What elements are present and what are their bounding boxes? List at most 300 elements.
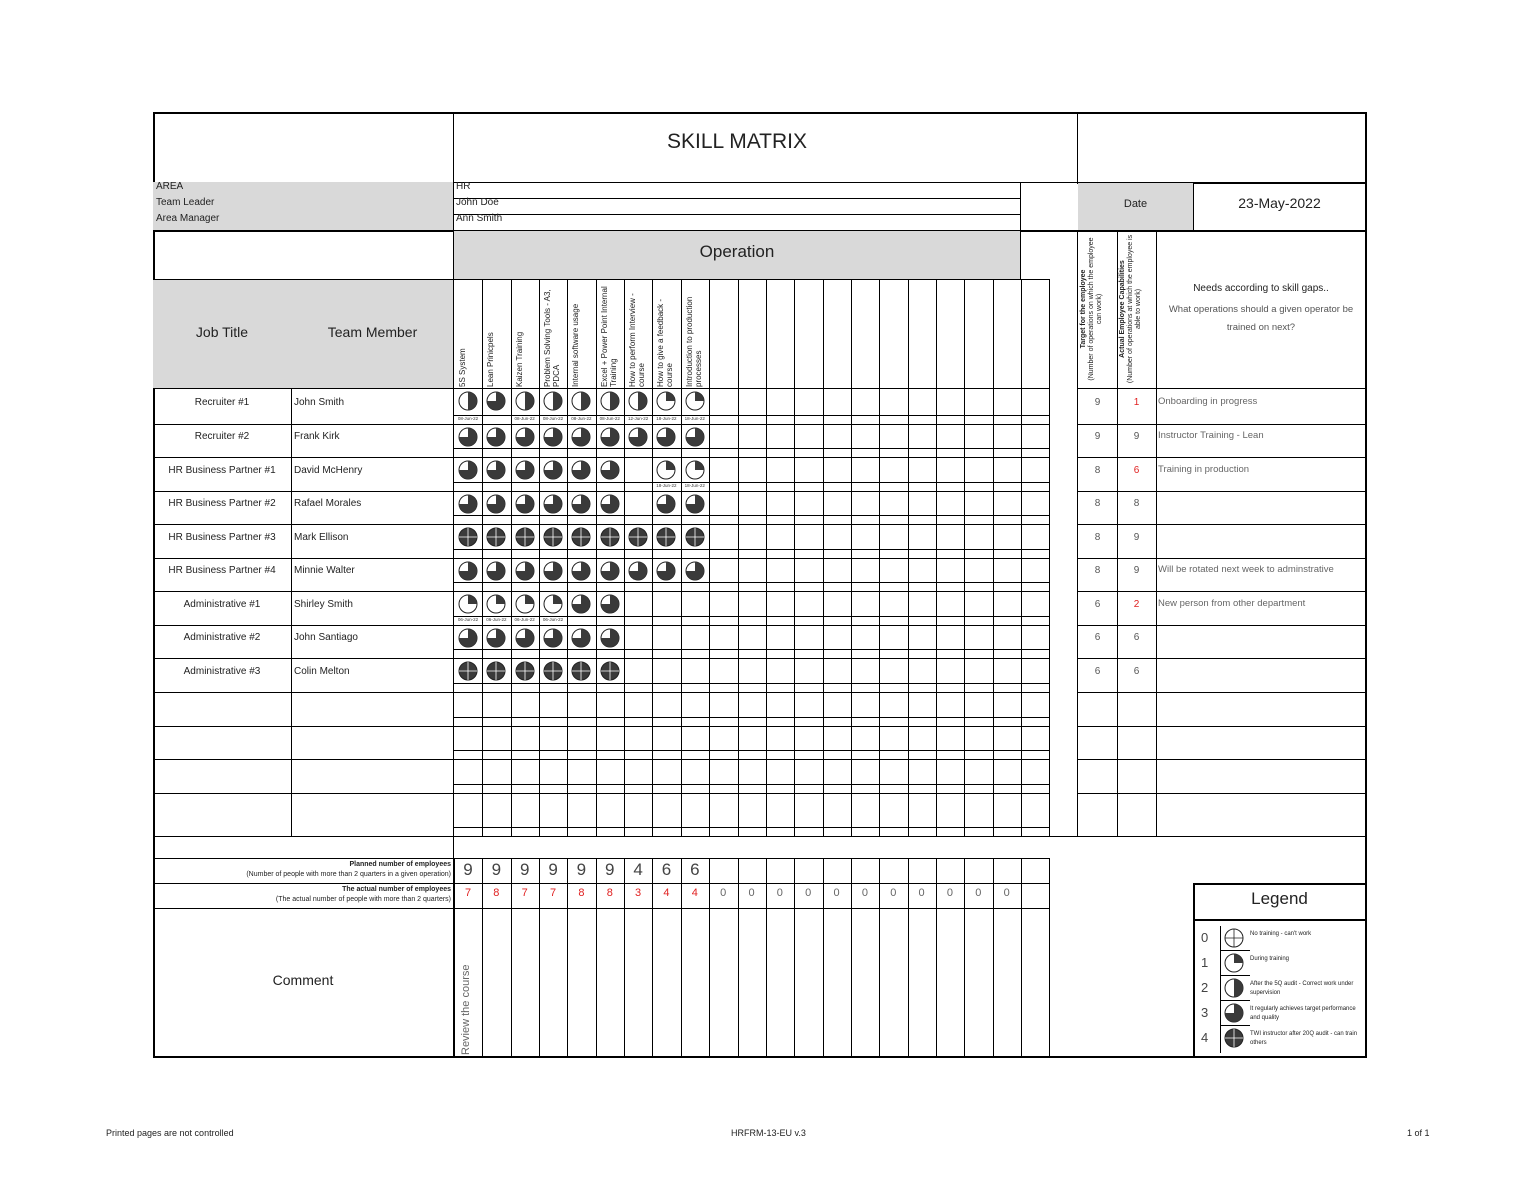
- row-line: [1077, 388, 1365, 389]
- planned-label: Planned number of employees (Number of people with more than 2 quarters in a given operation): [246, 861, 451, 878]
- skill-cell: [600, 427, 620, 447]
- skill-level-icon: [571, 460, 591, 480]
- row-subline: [453, 649, 1049, 650]
- skill-cell: [685, 460, 705, 480]
- skill-level-icon: [571, 427, 591, 447]
- skill-cell: [685, 561, 705, 581]
- actual-count: 0: [890, 887, 897, 899]
- grid-line: [1193, 883, 1365, 885]
- operation-header-label: Kaizen Training: [514, 331, 524, 387]
- skill-cell: [571, 460, 591, 480]
- actual-count-label: The actual number of employees (The actual number of people with more than 2 quarters): [275, 886, 451, 903]
- skill-cell: [571, 594, 591, 614]
- skill-cell: [486, 427, 506, 447]
- training-date: 08-Jun-22: [571, 416, 592, 421]
- actual-count: 3: [635, 887, 642, 899]
- skill-cell: [486, 661, 506, 681]
- training-date: 06-Jun-22: [486, 617, 507, 622]
- skill-cell: [571, 661, 591, 681]
- target-value: 8: [1094, 531, 1101, 543]
- row-line: [1077, 692, 1365, 693]
- training-date: 08-Jun-22: [599, 416, 620, 421]
- job-title-cell: Recruiter #1: [194, 396, 250, 408]
- skill-level-icon: [543, 661, 563, 681]
- legend-text: After the 5Q audit - Correct work under supervision: [1250, 981, 1354, 996]
- footer-left: Printed pages are not controlled: [106, 1128, 234, 1138]
- actual-value: 9: [1133, 431, 1140, 442]
- skill-cell: [628, 391, 648, 411]
- skill-cell: [600, 494, 620, 514]
- skill-cell: [685, 391, 705, 411]
- grid-line: [1193, 919, 1365, 921]
- row-line: [153, 625, 1049, 626]
- skill-level-icon: [486, 594, 506, 614]
- planned-count: 9: [491, 860, 502, 879]
- row-line: [1077, 491, 1365, 492]
- skill-cell: [543, 628, 563, 648]
- planned-count: 9: [605, 860, 615, 879]
- target-value: 6: [1094, 665, 1101, 677]
- row-line: [1077, 793, 1365, 794]
- skill-level-icon: [685, 494, 705, 514]
- team-member-cell: Shirley Smith: [294, 598, 353, 610]
- skill-cell: [600, 561, 620, 581]
- actual-count: 7: [464, 887, 472, 899]
- team-member-cell: Mark Ellison: [294, 531, 349, 543]
- legend-text: TWI instructor after 20Q audit - can train others: [1250, 1031, 1358, 1046]
- skill-level-icon: [571, 628, 591, 648]
- target-header: Target for the employee (Number of operations on which the employee can work): [1080, 237, 1103, 381]
- skill-level-icon: [685, 460, 705, 480]
- info-value-area: HR: [456, 181, 471, 192]
- row-line: [153, 726, 1049, 727]
- team-member-cell: Minnie Walter: [294, 565, 355, 576]
- skill-level-icon: [628, 391, 648, 411]
- skill-cell: [515, 391, 535, 411]
- skill-cell: [571, 391, 591, 411]
- skill-cell: [543, 661, 563, 681]
- skill-level-icon: [571, 391, 591, 411]
- skill-level-icon: [486, 427, 506, 447]
- planned-count: 9: [576, 860, 587, 879]
- skill-level-icon: [600, 527, 620, 547]
- op-col-line: [1049, 279, 1050, 836]
- skill-level-icon: [656, 494, 676, 514]
- training-date: 12-Jun-22: [627, 416, 649, 421]
- row-line: [153, 692, 1049, 693]
- actual-value: 9: [1133, 565, 1140, 576]
- actual-count: 0: [805, 887, 812, 899]
- team-member-header: Team Member: [327, 324, 418, 340]
- skill-cell: [515, 561, 535, 581]
- actual-count: 0: [946, 887, 953, 899]
- skill-level-icon: [600, 661, 620, 681]
- footer-center: HRFRM-13-EU v.3: [731, 1128, 806, 1138]
- skill-cell: [486, 628, 506, 648]
- legend-icon: [1224, 1003, 1244, 1023]
- training-date: 08-Jun-22: [514, 416, 535, 421]
- skill-level-icon: [515, 628, 535, 648]
- skill-level-icon: [543, 460, 563, 480]
- skill-cell: [543, 427, 563, 447]
- skill-cell: [543, 527, 563, 547]
- job-title-cell: HR Business Partner #3: [168, 531, 276, 543]
- job-title-cell: Administrative #3: [183, 665, 261, 677]
- actual-count: 8: [493, 887, 500, 899]
- skill-level-icon: [685, 561, 705, 581]
- skill-level-icon: [656, 561, 676, 581]
- legend-icon: [1224, 1028, 1244, 1048]
- skill-cell: [543, 561, 563, 581]
- legend-number: 1: [1201, 955, 1209, 970]
- skill-cell: [543, 494, 563, 514]
- row-line: [153, 491, 1049, 492]
- row-line: [1077, 558, 1365, 559]
- skill-cell: [571, 427, 591, 447]
- info-value-area-manager: Ann Smith: [456, 213, 503, 224]
- skill-cell: [515, 527, 535, 547]
- skill-level-icon: [571, 661, 591, 681]
- skill-cell: [628, 427, 648, 447]
- row-line: [1077, 457, 1365, 458]
- skill-cell: [685, 527, 705, 547]
- skill-cell: [515, 594, 535, 614]
- skill-level-icon: [515, 494, 535, 514]
- training-date: 08-Jun-22: [542, 416, 564, 421]
- actual-count: 0: [833, 887, 840, 899]
- actual-value: 2: [1133, 598, 1140, 610]
- operation-header-label: Excel + Power Point Internal Training: [599, 286, 618, 387]
- skill-level-icon: [1224, 1028, 1244, 1048]
- row-subline: [453, 482, 1049, 483]
- skill-level-icon: [515, 561, 535, 581]
- skill-level-icon: [600, 594, 620, 614]
- team-member-cell: Colin Melton: [294, 665, 350, 677]
- skill-cell: [628, 561, 648, 581]
- legend-line: [1220, 1000, 1250, 1001]
- actual-value: 1: [1133, 396, 1140, 408]
- skill-cell: [458, 594, 478, 614]
- actual-value: 8: [1133, 498, 1140, 509]
- job-title-cell: HR Business Partner #2: [168, 498, 276, 509]
- frame-top: [153, 112, 1365, 114]
- skill-level-icon: [458, 391, 478, 411]
- date-label: Date: [1123, 198, 1148, 210]
- skill-level-icon: [656, 391, 676, 411]
- skill-level-icon: [628, 427, 648, 447]
- skill-cell: [458, 460, 478, 480]
- legend-line: [1220, 975, 1250, 976]
- skill-cell: [571, 527, 591, 547]
- row-subline: [453, 784, 1049, 785]
- row-line: [1077, 424, 1365, 425]
- planned-count: 6: [661, 860, 672, 879]
- row-line: [1077, 524, 1365, 525]
- skill-level-icon: [685, 427, 705, 447]
- info-label-area: AREA: [156, 181, 184, 192]
- skill-cell: [458, 391, 478, 411]
- actual-count: 0: [776, 887, 783, 899]
- skill-level-icon: [1224, 953, 1244, 973]
- bottom-col-line: [1049, 858, 1050, 1056]
- skill-cell: [685, 427, 705, 447]
- grid-line: [153, 908, 1049, 909]
- skill-cell: [600, 594, 620, 614]
- operation-header-label: How to perform Interview - course: [628, 293, 647, 387]
- skill-cell: [515, 661, 535, 681]
- skill-cell: [515, 494, 535, 514]
- skill-cell: [486, 460, 506, 480]
- skill-level-icon: [458, 594, 478, 614]
- info-value-team-leader: John Doe: [456, 197, 499, 208]
- row-line: [153, 388, 1049, 389]
- row-subline: [453, 582, 1049, 583]
- job-title-cell: HR Business Partner #4: [168, 565, 276, 576]
- legend-number: 4: [1201, 1030, 1209, 1045]
- skill-cell: [600, 527, 620, 547]
- skill-level-icon: [458, 527, 478, 547]
- legend-icon: [1224, 928, 1244, 948]
- skill-level-icon: [486, 628, 506, 648]
- row-line: [153, 424, 1049, 425]
- info-label-team-leader: Team Leader: [156, 197, 215, 208]
- actual-value: 6: [1133, 632, 1140, 643]
- skill-level-icon: [515, 427, 535, 447]
- needs-note: Instructor Training - Lean: [1158, 430, 1264, 441]
- legend-title: Legend: [1251, 889, 1308, 908]
- skill-level-icon: [656, 427, 676, 447]
- skill-cell: [515, 628, 535, 648]
- skill-cell: [685, 494, 705, 514]
- skill-level-icon: [628, 561, 648, 581]
- row-line: [153, 658, 1049, 659]
- skill-level-icon: [486, 494, 506, 514]
- grid-line: [153, 836, 1365, 837]
- actual-count: 7: [549, 887, 557, 899]
- job-title-header: Job Title: [195, 324, 249, 340]
- actual-header: Actual Employee Capabilities (Number of operations at which the employee is able to work): [1119, 234, 1142, 384]
- actual-value: 6: [1133, 464, 1140, 476]
- legend-line: [1220, 1025, 1250, 1026]
- skill-level-icon: [571, 594, 591, 614]
- legend-icon: [1224, 978, 1244, 998]
- skill-level-icon: [486, 661, 506, 681]
- row-subline: [453, 683, 1049, 684]
- grid-line: [1077, 112, 1078, 183]
- grid-line: [453, 279, 1049, 280]
- grid-line: [1220, 926, 1221, 1053]
- target-value: 8: [1094, 565, 1101, 576]
- skill-level-icon: [1224, 928, 1244, 948]
- actual-count: 0: [720, 887, 727, 899]
- skill-cell: [571, 561, 591, 581]
- skill-level-icon: [685, 527, 705, 547]
- actual-count: 0: [975, 887, 982, 899]
- training-date: 18-Jun-22: [684, 483, 705, 488]
- frame-left: [153, 112, 155, 1058]
- skill-cell: [600, 661, 620, 681]
- skill-level-icon: [486, 460, 506, 480]
- row-subline: [453, 515, 1049, 516]
- operation-header-label: Problem Solving Tools - A3, PDCA: [543, 289, 562, 387]
- needs-title: Needs according to skill gaps..: [1193, 283, 1329, 294]
- row-line: [153, 591, 1049, 592]
- skill-level-icon: [486, 527, 506, 547]
- skill-cell: [656, 561, 676, 581]
- skill-level-icon: [486, 391, 506, 411]
- skill-cell: [458, 494, 478, 514]
- row-subline: [453, 549, 1049, 550]
- skill-cell: [571, 494, 591, 514]
- actual-count: 0: [918, 887, 925, 899]
- target-value: 6: [1094, 632, 1101, 643]
- skill-level-icon: [515, 460, 535, 480]
- page-title: SKILL MATRIX: [666, 130, 808, 153]
- skill-cell: [656, 494, 676, 514]
- job-title-cell: Administrative #1: [183, 598, 261, 610]
- legend-number: 2: [1201, 980, 1209, 995]
- actual-value: 6: [1133, 665, 1140, 677]
- row-line: [153, 457, 1049, 458]
- comment-text: Review the course: [460, 964, 472, 1055]
- skill-level-icon: [458, 628, 478, 648]
- skill-cell: [458, 628, 478, 648]
- frame-right: [1365, 112, 1367, 1058]
- grid-line: [1077, 230, 1365, 232]
- skill-level-icon: [458, 427, 478, 447]
- skill-level-icon: [600, 561, 620, 581]
- skill-cell: [656, 391, 676, 411]
- planned-count: 9: [519, 860, 530, 879]
- target-value: 9: [1094, 431, 1101, 442]
- comment-label: Comment: [272, 972, 334, 988]
- grid-line: [1020, 182, 1021, 279]
- skill-level-icon: [543, 628, 563, 648]
- skill-cell: [486, 391, 506, 411]
- skill-level-icon: [628, 527, 648, 547]
- team-member-cell: John Santiago: [294, 632, 358, 643]
- row-line: [1077, 759, 1365, 760]
- training-date: 06-Jun-22: [514, 617, 535, 622]
- skill-level-icon: [571, 561, 591, 581]
- skill-cell: [543, 594, 563, 614]
- skill-cell: [600, 391, 620, 411]
- skill-level-icon: [543, 391, 563, 411]
- skill-cell: [543, 460, 563, 480]
- grid-line: [153, 858, 1049, 859]
- skill-level-icon: [543, 594, 563, 614]
- actual-count: 0: [1003, 887, 1010, 899]
- needs-note: Will be rotated next week to adminstrative: [1158, 564, 1334, 575]
- job-title-cell: Administrative #2: [183, 632, 261, 643]
- training-date: 18-Jun-22: [684, 416, 705, 421]
- skill-level-icon: [515, 594, 535, 614]
- legend-text: It regularly achieves target performance and quality: [1250, 1006, 1356, 1021]
- row-subline: [453, 717, 1049, 718]
- row-line: [1077, 658, 1365, 659]
- target-value: 6: [1094, 598, 1101, 610]
- row-subline: [453, 448, 1049, 449]
- row-subline: [453, 827, 1049, 828]
- skill-cell: [458, 561, 478, 581]
- skill-level-icon: [515, 391, 535, 411]
- skill-level-icon: [543, 494, 563, 514]
- legend-number: 3: [1201, 1005, 1209, 1020]
- skill-cell: [600, 460, 620, 480]
- needs-note: Training in production: [1158, 463, 1250, 475]
- skill-cell: [486, 561, 506, 581]
- grid-line: [153, 883, 1049, 884]
- actual-count: 0: [861, 887, 868, 899]
- skill-level-icon: [515, 527, 535, 547]
- skill-cell: [600, 628, 620, 648]
- actual-count: 0: [748, 887, 755, 899]
- frame-bottom: [153, 1056, 1365, 1058]
- actual-value: 9: [1133, 531, 1140, 543]
- planned-count: 6: [690, 860, 700, 879]
- legend-text: No training - can't work: [1250, 931, 1312, 937]
- skill-level-icon: [571, 494, 591, 514]
- bottom-col-line: [1021, 858, 1022, 1056]
- skill-level-icon: [656, 460, 676, 480]
- team-member-cell: John Smith: [294, 396, 345, 408]
- legend-icon: [1224, 953, 1244, 973]
- planned-count: 9: [463, 860, 473, 879]
- training-date: 06-Jun-22: [457, 617, 479, 622]
- operation-header-label: Lean Prinicpels: [486, 332, 496, 387]
- job-title-cell: HR Business Partner #1: [168, 464, 276, 476]
- target-value: 8: [1094, 464, 1101, 476]
- needs-note: Onboarding in progress: [1158, 395, 1258, 407]
- skill-level-icon: [600, 628, 620, 648]
- needs-subtitle: What operations should a given operator be trained on next?: [1168, 304, 1354, 333]
- legend-number: 0: [1201, 930, 1209, 945]
- needs-note: New person from other department: [1158, 597, 1306, 609]
- skill-level-icon: [600, 391, 620, 411]
- skill-level-icon: [515, 661, 535, 681]
- row-line: [1077, 726, 1365, 727]
- operation-header: Operation: [699, 242, 775, 261]
- planned-count: 9: [548, 860, 558, 879]
- info-label-area-manager: Area Manager: [156, 213, 220, 224]
- skill-cell: [486, 494, 506, 514]
- skill-cell: [458, 427, 478, 447]
- team-member-cell: Rafael Morales: [294, 498, 362, 509]
- skill-cell: [486, 594, 506, 614]
- row-line: [1077, 625, 1365, 626]
- skill-cell: [515, 460, 535, 480]
- skill-level-icon: [458, 661, 478, 681]
- skill-cell: [543, 391, 563, 411]
- row-subline: [453, 750, 1049, 751]
- job-title-cell: Recruiter #2: [194, 431, 250, 442]
- legend-text: During training: [1250, 956, 1290, 962]
- team-member-cell: Frank Kirk: [294, 431, 340, 442]
- skill-level-icon: [458, 460, 478, 480]
- skill-cell: [571, 628, 591, 648]
- row-line: [153, 558, 1049, 559]
- skill-cell: [656, 527, 676, 547]
- skill-cell: [656, 460, 676, 480]
- skill-level-icon: [458, 561, 478, 581]
- team-member-cell: David McHenry: [294, 464, 363, 476]
- skill-level-icon: [1224, 978, 1244, 998]
- skill-level-icon: [458, 494, 478, 514]
- operation-header-label: How to give a feedback - course: [656, 298, 675, 387]
- skill-level-icon: [600, 460, 620, 480]
- actual-count: 8: [578, 887, 585, 899]
- skill-cell: [486, 527, 506, 547]
